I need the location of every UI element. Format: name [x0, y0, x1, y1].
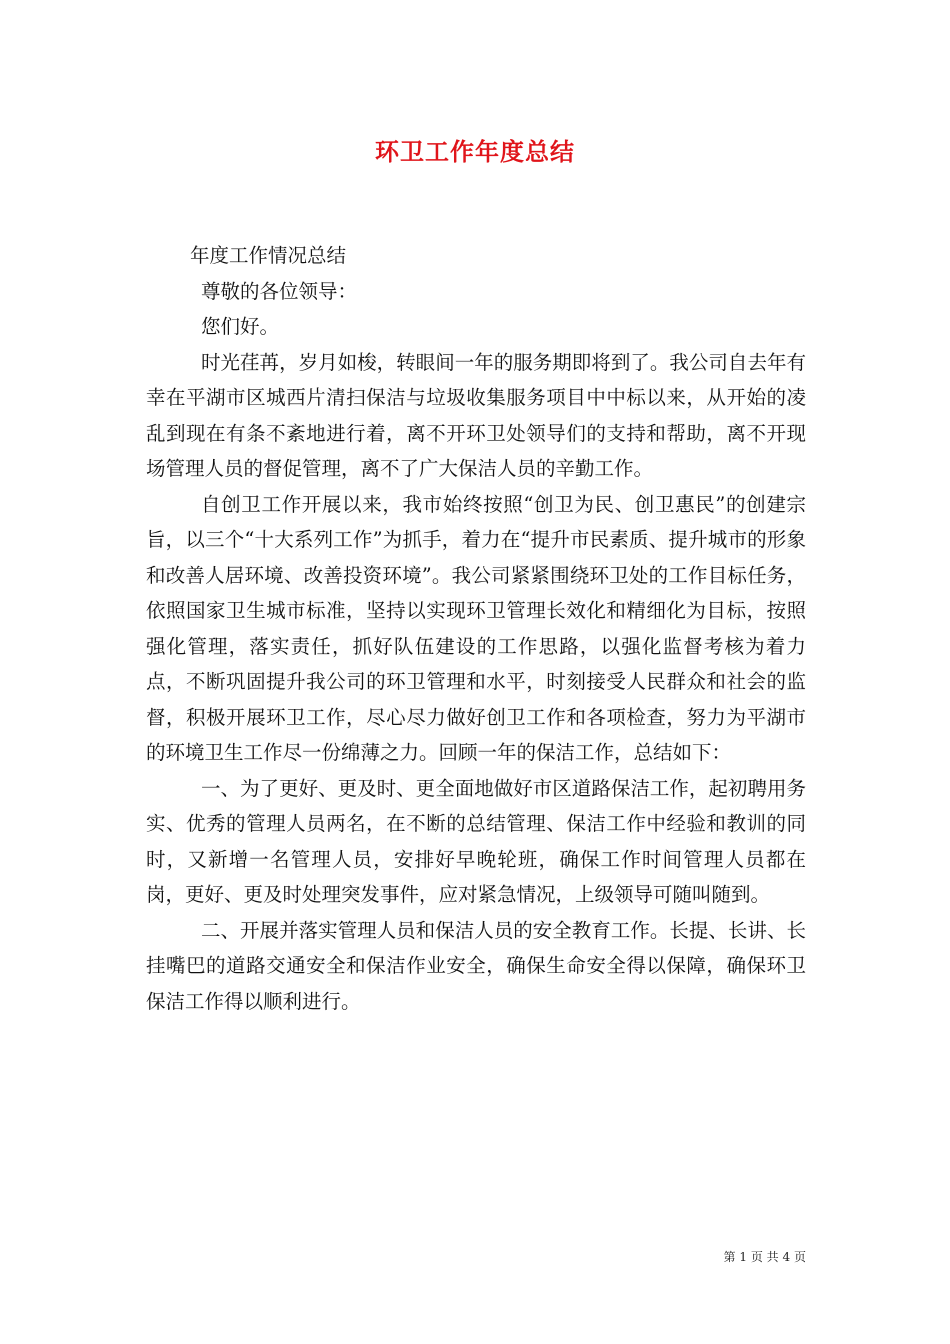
paragraph-overview: 自创卫工作开展以来，我市始终按照“创卫为民、创卫惠民”的创建宗旨，以三个“十大系列工作”为抓手，着力在“提升市民素质、提升城市的形象和改善人居环境、改善投资环境”。我公司紧紧围绕环卫处的工作目标任务，依照国家卫生城市标准，坚持以实现环卫管理长效化和精细化为目标，按照强化管理，落实责任，抓好队伍建设的工作思路，以强化监督考核为着力点，不断巩固提升我公司的环卫管理和水平，时刻接受人民群众和社会的监督，积极开展环卫工作，尽心尽力做好创卫工作和各项检查，努力为平湖市的环境卫生工作尽一份绵薄之力。回顾一年的保洁工作，总结如下： — [146, 492, 806, 764]
document-title: 环卫工作年度总结 — [375, 137, 575, 166]
paragraph-item-one: 一、为了更好、更及时、更全面地做好市区道路保洁工作，起初聘用务实、优秀的管理人员两名，在不断的总结管理、保洁工作中经验和教训的同时，又新增一名管理人员，安排好早晚轮班，确保工作时间管理人员都在岗，更好、更及时处理突发事件，应对紧急情况，上级领导可随叫随到。 — [146, 776, 806, 906]
page-number-footer — [0, 1248, 806, 1265]
document-body — [146, 238, 806, 1019]
page-prefix: 第 — [723, 1250, 736, 1264]
greeting: 您们好。 — [201, 315, 280, 338]
document-subtitle: 年度工作情况总结 — [190, 244, 347, 267]
total-pages: 4 — [782, 1250, 791, 1264]
paragraph-intro: 时光荏苒，岁月如梭，转眼间一年的服务期即将到了。我公司自去年有幸在平湖市区城西片清扫保洁与垃圾收集服务项目中中标以来，从开始的凌乱到现在有条不紊地进行着，离不开环卫处领导们的支持和帮助，离不开现场管理人员的督促管理，离不了广大保洁人员的辛勤工作。 — [146, 350, 806, 480]
paragraph-item-two: 二、开展并落实管理人员和保洁人员的安全教育工作。长提、长讲、长挂嘴巴的道路交通安全和保洁作业安全，确保生命安全得以保障，确保环卫保洁工作得以顺利进行。 — [146, 918, 806, 1013]
current-page: 1 — [739, 1250, 748, 1264]
salutation: 尊敬的各位领导： — [201, 279, 358, 303]
page-suffix: 页 — [793, 1250, 806, 1264]
page-middle: 页 共 — [750, 1250, 779, 1264]
